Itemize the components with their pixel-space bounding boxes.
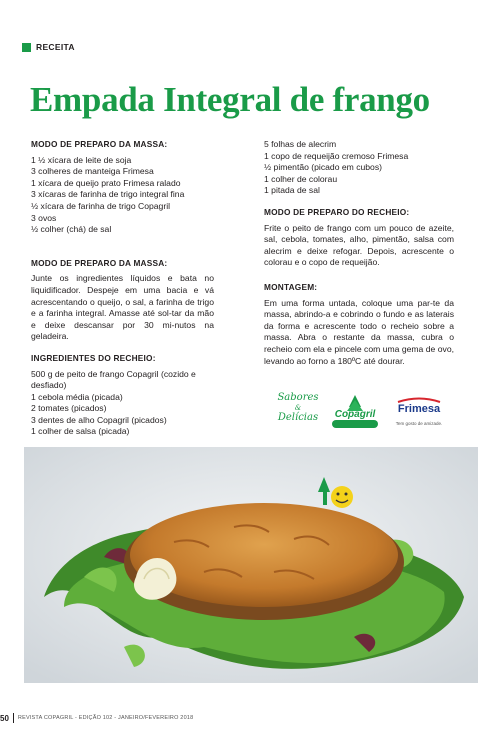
page-number: 50: [0, 713, 9, 723]
empada-dish-illustration: [24, 447, 478, 683]
list-item: 3 dentes de alho Copagril (picados): [31, 414, 167, 425]
sabores-logo-amp: &: [294, 404, 302, 412]
montagem-text: Em uma forma untada, coloque uma par-te da massa, abrindo-a e cobrindo o fundo e as laterais da forma e acrescente todo o recheio sobre a massa. Abra o restante da massa, cubra o recheio com ela e pincele com uma gema de ovo, levando ao forno a 180ºC até dourar.: [264, 297, 454, 366]
list-item: 1 pitada de sal: [264, 185, 320, 196]
publication-info: REVISTA COPAGRIL - EDIÇÃO 102 - JANEIRO/FEVEREIRO 2018: [17, 715, 194, 721]
preparo-recheio-text: Frite o peito de frango com um pouco de azeite, sal, cebola, tomates, alho, pimentão, salsa com alecrim e deixe refogar. Depois, acrescente o colorau e o copo de requeijão.: [264, 222, 454, 268]
list-item: 1 cebola média (picada): [31, 391, 123, 402]
frimesa-logo: [390, 397, 448, 431]
list-item: 3 ovos: [31, 212, 57, 223]
sabores-logo-line1: Sabores: [277, 392, 319, 403]
footer-divider: [13, 713, 14, 723]
section-square-icon: [22, 43, 31, 52]
sabores-delicias-logo: [274, 393, 322, 429]
section-tag: [22, 42, 75, 52]
recipe-title: Empada Integral de frango: [30, 80, 430, 119]
frimesa-wordmark: Frimesa: [397, 403, 441, 415]
massa-ingredient-list: [31, 155, 214, 236]
montagem-heading: MONTAGEM:: [264, 281, 318, 292]
recheio-ingredient-list-continued: [264, 139, 454, 197]
list-item: ½ pimentão (picado em cubos): [264, 162, 382, 173]
list-item: 3 colheres de manteiga Frimesa: [31, 166, 154, 177]
sabores-logo-line2: Delícias: [277, 412, 319, 423]
frimesa-tagline: Tem gosto de amizade.: [395, 421, 443, 426]
list-item: 5 folhas de alecrim: [264, 139, 337, 149]
recheio-ingredients-heading: INGREDIENTES DO RECHEIO:: [31, 352, 156, 363]
left-column: [31, 139, 214, 438]
list-item: 2 tomates (picados): [31, 403, 107, 414]
list-item: 1 copo de requeijão cremoso Frimesa: [264, 150, 409, 161]
list-item: ½ colher (chá) de sal: [31, 224, 112, 235]
list-item: 1 colher de salsa (picada): [31, 426, 130, 437]
copagril-logo: [328, 393, 382, 433]
page-footer: [0, 712, 193, 724]
right-column: [264, 139, 454, 367]
massa-heading: MODO DE PREPARO DA MASSA:: [31, 139, 168, 149]
sponsor-logos: [272, 393, 447, 433]
preparo-massa-text: Junte os ingredientes líquidos e bata no liquidificador. Despeje em uma bacia e vá acrescentando o queijo, o sal, a farinha de trigo e a farinha integral. Amasse até sol-tar da mão e deixe descansar por 30 mi-nutos na geladeira.: [31, 273, 214, 342]
list-item: 1 xícara de queijo prato Frimesa ralado: [31, 177, 181, 188]
preparo-massa-heading: MODO DE PREPARO DA MASSA:: [31, 257, 168, 268]
list-item: 3 xícaras de farinha de trigo integral fina: [31, 189, 185, 200]
section-label: RECEITA: [36, 42, 75, 52]
empada-photo: [24, 447, 478, 683]
copagril-wordmark: Copagril: [334, 409, 376, 420]
list-item: 500 g de peito de frango Copagril (cozido e desfiado): [31, 368, 196, 391]
list-item: 1 ½ xícara de leite de soja: [31, 154, 132, 165]
list-item: 1 colher de colorau: [264, 173, 338, 184]
list-item: ½ xícara de farinha de trigo Copagril: [31, 200, 171, 211]
preparo-recheio-heading: MODO DE PREPARO DO RECHEIO:: [264, 206, 410, 217]
recheio-ingredient-list: [31, 369, 214, 439]
